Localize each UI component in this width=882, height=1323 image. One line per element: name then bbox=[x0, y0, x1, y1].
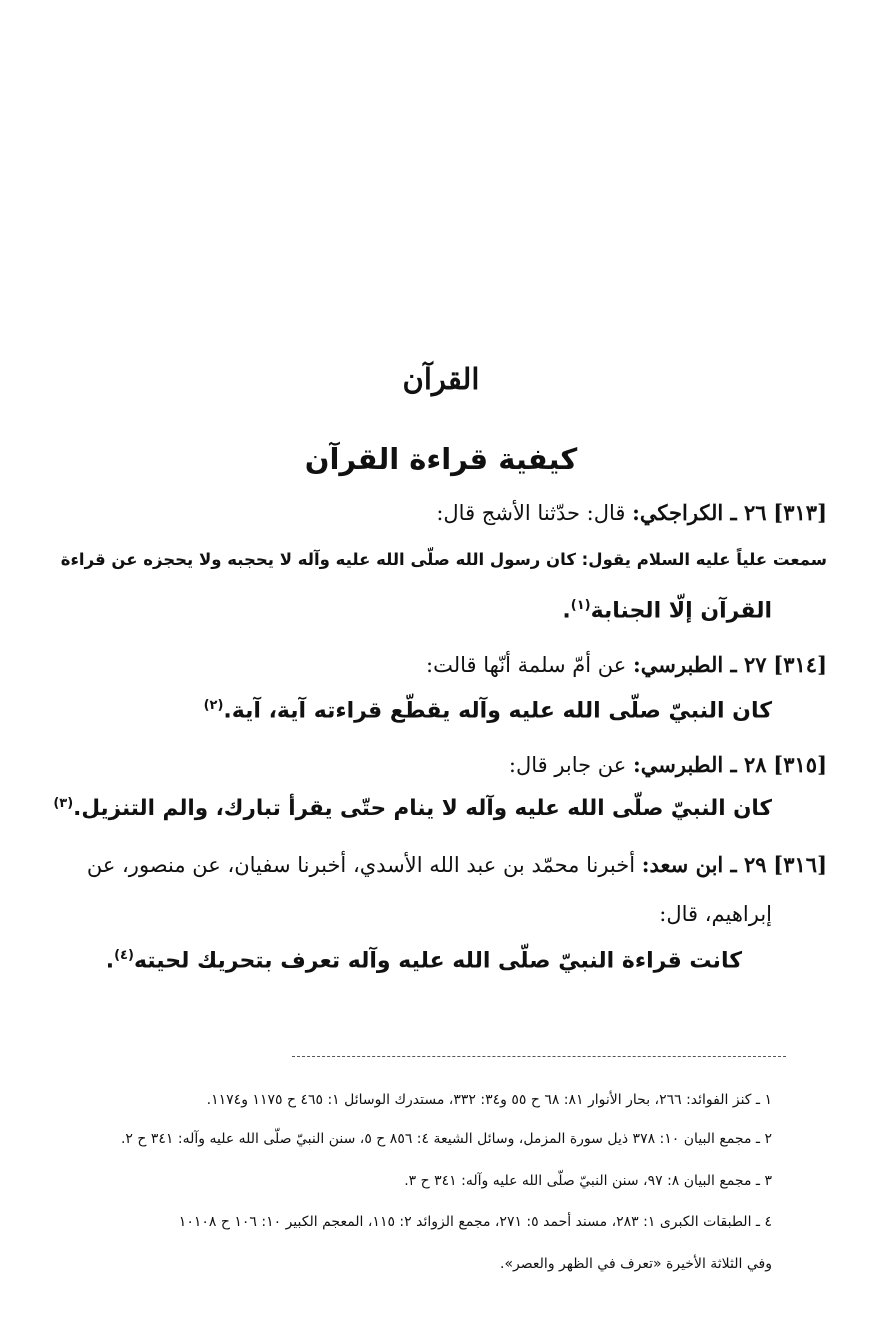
hadith-text-315 bbox=[53, 796, 772, 821]
chain-text: عن أمّ سلمة أنّها قالت: bbox=[426, 653, 627, 677]
footnote-marker: (١) bbox=[570, 598, 591, 613]
footnote-3: ٣ ـ مجمع البيان ٨: ٩٧، سنن النبيّ صلّى الله عليه وآله: ٣٤١ ح ٣. bbox=[404, 1173, 772, 1189]
footnote-marker: (٤) bbox=[114, 948, 134, 963]
narrator-lead: ٢٧ ـ الطبرسي: bbox=[633, 652, 767, 677]
quote-text: كان النبيّ صلّى الله عليه وآله لا ينام حتّى يقرأ تبارك، والم التنزيل. bbox=[73, 796, 772, 822]
hadith-text-313-line2 bbox=[562, 598, 772, 623]
hadith-text-316 bbox=[106, 948, 742, 973]
footnote-2: ٢ ـ مجمع البيان ١٠: ٣٧٨ ذيل سورة المزمل، وسائل الشيعة ٤: ٨٥٦ ح ٥، سنن النبيّ صلّى الله عليه وآله: ٣٤١ ح ٢. bbox=[120, 1131, 772, 1147]
hadith-number: [٣١٦] bbox=[773, 852, 827, 877]
period: . bbox=[105, 948, 115, 974]
chain-text: قال: حدّثنا الأشج قال: bbox=[436, 501, 626, 525]
footnote-marker: (٢) bbox=[203, 698, 224, 713]
quote-text: القرآن إلّا الجنابة bbox=[590, 598, 772, 624]
chain-text: أخبرنا محمّد بن عبد الله الأسدي، أخبرنا سفيان، عن منصور، عن bbox=[86, 853, 636, 877]
footnote-separator bbox=[292, 1056, 786, 1057]
footnote-1: ١ ـ كنز الفوائد: ٢٦٦، بحار الأنوار ٨١: ٦٨ ح ٥٥ و٣٤: ٣٣٢، مستدرك الوسائل ١: ٤٦٥ ح ١١٧٥ و١١٧٤. bbox=[206, 1092, 772, 1108]
hadith-ref-316 bbox=[87, 852, 827, 877]
hadith-ref-316-line2: إبراهيم، قال: bbox=[659, 902, 772, 926]
quote-text: كان النبيّ صلّى الله عليه وآله يقطّع قراءته آية، آية. bbox=[223, 698, 772, 724]
hadith-number: [٣١٥] bbox=[773, 752, 827, 777]
hadith-ref-315 bbox=[509, 752, 827, 777]
hadith-number: [٣١٣] bbox=[773, 500, 827, 525]
footnote-4-continuation: وفي الثلاثة الأخيرة «تعرف في الظهر والعصر». bbox=[500, 1256, 772, 1272]
footnote-marker: (٣) bbox=[53, 796, 74, 811]
narrator-lead: ٢٨ ـ الطبرسي: bbox=[633, 752, 767, 777]
period: . bbox=[562, 598, 571, 624]
narrator-lead: ٢٦ ـ الكراجكي: bbox=[632, 500, 767, 525]
hadith-ref-313 bbox=[436, 500, 827, 525]
hadith-ref-314 bbox=[426, 652, 827, 677]
section-title: القرآن bbox=[402, 362, 480, 396]
hadith-number: [٣١٤] bbox=[773, 652, 827, 677]
footnote-4: ٤ ـ الطبقات الكبرى ١: ٢٨٣، مسند أحمد ٥: ٢٧١، مجمع الزوائد ٢: ١١٥، المعجم الكبير ١٠: ١٠٦ ح ١٠١٠٨ bbox=[178, 1214, 772, 1230]
quote-text: كانت قراءة النبيّ صلّى الله عليه وآله تعرف بتحريك لحيته bbox=[133, 948, 742, 974]
hadith-text-313-line1: سمعت علياً عليه السلام يقول: كان رسول الله صلّى الله عليه وآله لا يحجبه ولا يحجزه عن قراءة bbox=[60, 550, 827, 569]
chapter-subtitle: كيفية قراءة القرآن bbox=[304, 442, 578, 476]
narrator-lead: ٢٩ ـ ابن سعد: bbox=[641, 852, 767, 877]
hadith-text-314 bbox=[204, 698, 772, 723]
chain-text: عن جابر قال: bbox=[508, 753, 627, 777]
